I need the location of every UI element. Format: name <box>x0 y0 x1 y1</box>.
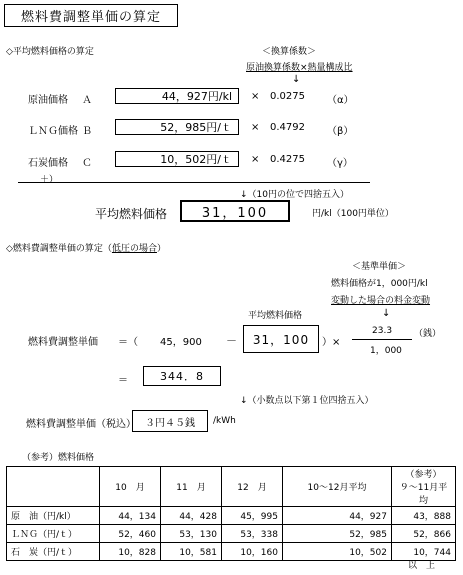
times-sign: × <box>251 122 260 133</box>
round-note-2: ↓（小数点以下第１位四捨五入） <box>240 396 374 406</box>
price-coal: 10，502円/ｔ <box>115 151 239 167</box>
table-cell: 44，428 <box>161 507 222 525</box>
table-header-line: ９～11月平均 <box>399 483 448 506</box>
result-box: 344．8 <box>143 366 221 386</box>
equals-open: ＝（ <box>118 337 138 348</box>
formula-label: 燃料費調整単価 <box>28 337 98 348</box>
times-sign: × <box>251 91 260 102</box>
label-oil: 原油価格 <box>28 95 68 106</box>
greek-alpha: （α） <box>327 95 354 106</box>
table-cell: 53，130 <box>161 525 222 543</box>
down-arrow: ↓ <box>292 74 301 85</box>
down-arrow: ↓ <box>382 308 391 319</box>
table-row <box>7 525 456 543</box>
table-cell: 10，744 <box>392 543 456 561</box>
base-unit-header: ＜基準単価＞ <box>352 262 407 272</box>
table-cell: 53，338 <box>222 525 283 543</box>
avg-price-label: 平均燃料価格 <box>95 207 168 221</box>
table-cell: 44，134 <box>100 507 161 525</box>
coef-alpha: 0.0275 <box>270 91 305 102</box>
section-heading-post: ） <box>156 244 166 254</box>
coef-header: ＜換算係数＞ <box>262 47 317 57</box>
coef-gamma: 0.4275 <box>270 154 305 165</box>
equals-sign: ＝ <box>118 375 128 386</box>
table-cell: 45，995 <box>222 507 283 525</box>
table-header-row <box>7 467 456 507</box>
minus-sign: － <box>226 334 237 347</box>
page-title: 燃料費調整単価の算定 <box>4 4 178 27</box>
section-heading-low-voltage: 低圧の場合 <box>111 244 157 254</box>
base-price: 45，900 <box>160 337 202 348</box>
avg-price-box: 31，100 <box>243 325 319 353</box>
table-cell: 43，888 <box>392 507 456 525</box>
close-times: ）× <box>322 337 341 348</box>
sen-unit: （銭） <box>414 329 442 339</box>
table-row <box>7 543 456 561</box>
closing-text: 以 上 <box>408 561 436 571</box>
table-cell: 原 油（円/kl） <box>7 507 100 525</box>
table-header-cell: 10～12月平均 <box>283 467 392 507</box>
coef-beta: 0.4792 <box>270 122 305 133</box>
table-cell: 10，581 <box>161 543 222 561</box>
letter-c: Ｃ <box>82 158 92 169</box>
greek-gamma: （γ） <box>327 158 353 169</box>
section-heading-average: ◇平均燃料価格の算定 <box>6 47 94 57</box>
tax-label: 燃料費調整単価（税込） <box>26 419 136 430</box>
table-header-cell: 10 月 <box>100 467 161 507</box>
coef-subheader: 原油換算係数×熱量構成比 <box>246 63 353 73</box>
avg-price-small-label: 平均燃料価格 <box>248 311 303 321</box>
numerator: 23.3 <box>372 326 393 336</box>
label-lng: ＬＮＧ価格 <box>28 126 78 137</box>
table-cell: 10，160 <box>222 543 283 561</box>
base-unit-line2: 変動した場合の料金変動 <box>331 296 431 306</box>
table-cell: 44，927 <box>283 507 392 525</box>
table-cell: 10，828 <box>100 543 161 561</box>
price-lng: 52，985円/ｔ <box>115 119 239 135</box>
label-coal: 石炭価格 <box>28 158 68 169</box>
table-cell: 52，866 <box>392 525 456 543</box>
denominator: 1，000 <box>370 346 402 356</box>
times-sign: × <box>251 154 260 165</box>
avg-price-value: 31，100 <box>180 200 290 222</box>
table-cell: 10，502 <box>283 543 392 561</box>
tax-unit: /kWh <box>213 416 236 426</box>
table-row <box>7 507 456 525</box>
table-header-cell: 12 月 <box>222 467 283 507</box>
plus-sign: ＋） <box>40 175 59 185</box>
letter-a: Ａ <box>82 95 92 106</box>
table-cell: ＬＮＧ（円/ｔ） <box>7 525 100 543</box>
tax-value: ３円４５銭 <box>132 410 208 432</box>
avg-price-unit: 円/kl（100円単位） <box>312 209 394 219</box>
sum-line <box>18 182 370 183</box>
fraction-line <box>352 339 412 340</box>
base-unit-line1: 燃料価格が1，000円/kl <box>331 279 428 289</box>
reference-heading: （参考）燃料価格 <box>22 453 95 463</box>
table-header-cell-reference <box>392 467 456 507</box>
round-note: ↓（10円の位で四捨五入） <box>240 190 349 200</box>
table-cell: 52，985 <box>283 525 392 543</box>
table-header-cell: 11 月 <box>161 467 222 507</box>
greek-beta: （β） <box>327 126 354 137</box>
table-cell: 石 炭（円/ｔ） <box>7 543 100 561</box>
table-header-line: （参考） <box>405 470 442 480</box>
section-heading-pre: ◇燃料費調整単価の算定（ <box>6 244 112 254</box>
reference-table <box>6 466 456 561</box>
letter-b: Ｂ <box>82 126 92 137</box>
table-cell: 52，460 <box>100 525 161 543</box>
table-header-cell <box>7 467 100 507</box>
price-oil: 44，927円/kl <box>115 88 239 104</box>
section-heading-unit <box>6 241 166 254</box>
